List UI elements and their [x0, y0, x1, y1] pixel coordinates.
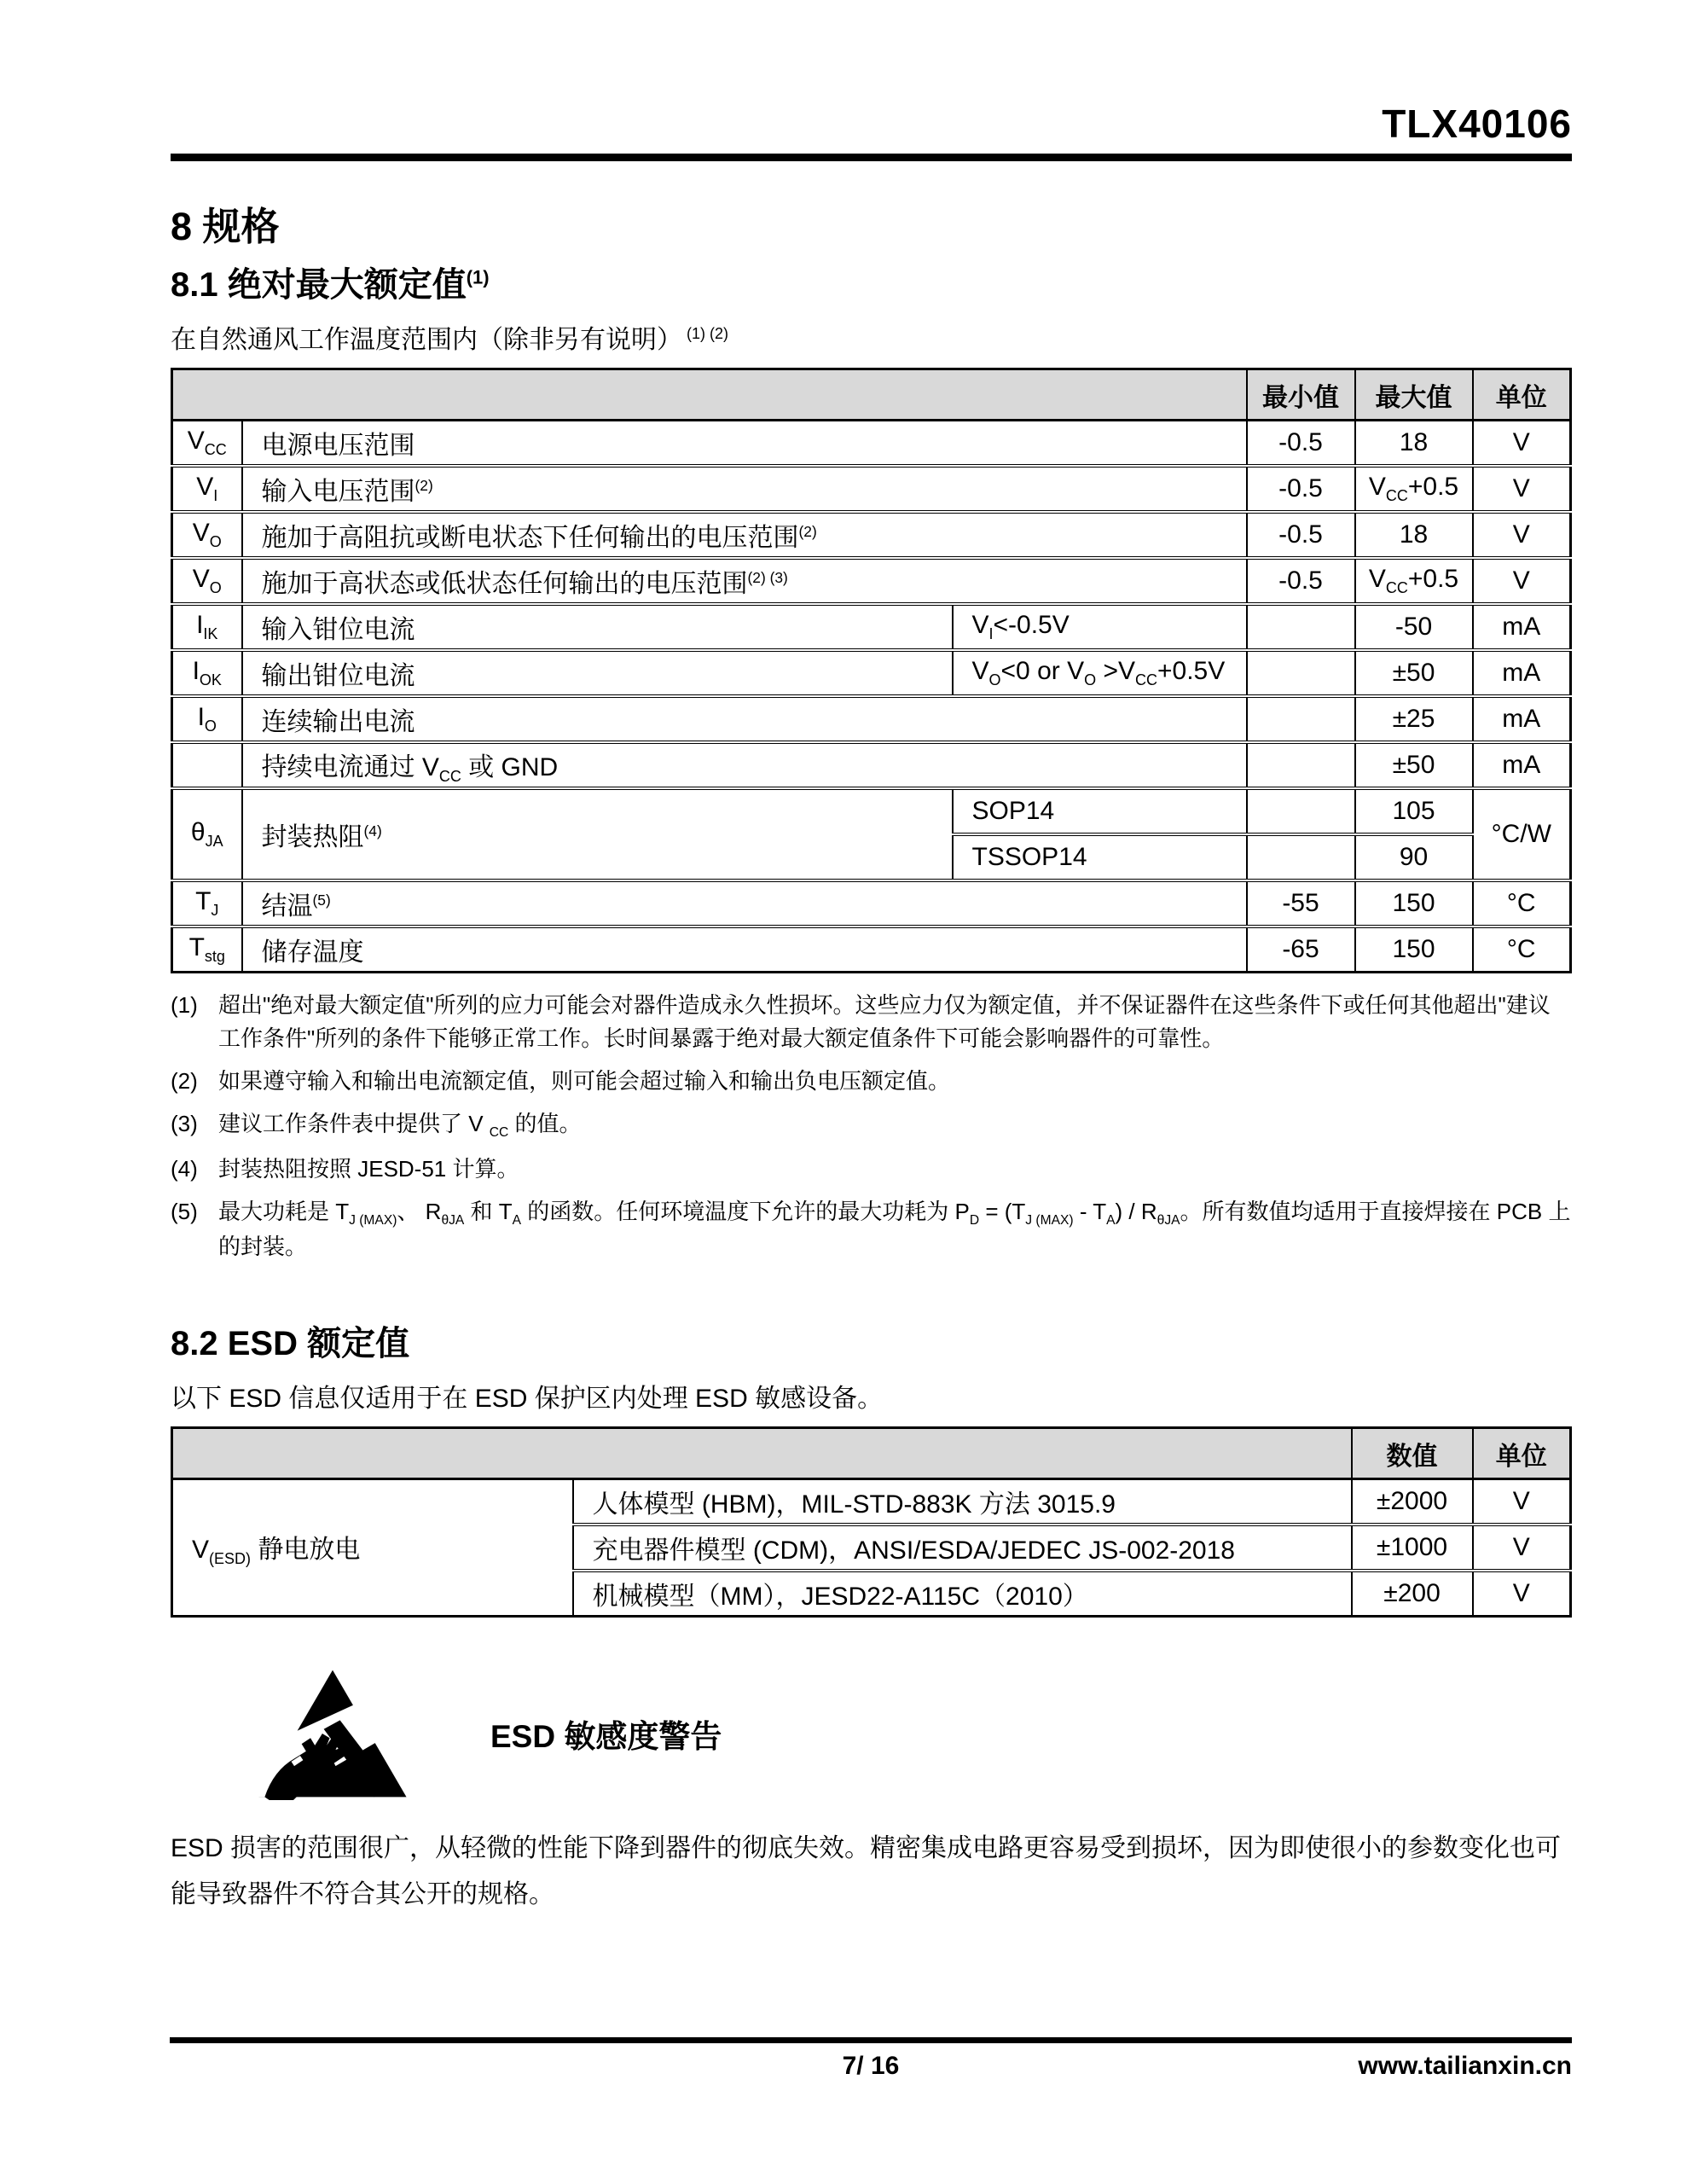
text-segment: 最大值	[1375, 383, 1452, 412]
footnote-number: (2)	[171, 1068, 198, 1094]
text-segment: V	[1512, 566, 1530, 595]
text-segment: T	[188, 933, 205, 961]
text-segment: <0 or V	[1000, 657, 1085, 685]
text-segment: 数值	[1386, 1442, 1438, 1471]
table-cell	[172, 788, 242, 880]
header-empty-cell	[172, 369, 1247, 421]
text-segment: -0.5	[1278, 566, 1323, 595]
table-cell	[1473, 1479, 1571, 1525]
header-unit-cell	[1473, 1428, 1571, 1479]
table-cell	[1473, 1525, 1571, 1571]
table-cell	[1247, 880, 1355, 926]
table-cell	[1473, 604, 1571, 650]
text-segment: T	[195, 887, 212, 915]
text-segment: V	[1512, 1533, 1530, 1562]
table-row	[172, 558, 1571, 604]
text-segment: °C/W	[1491, 820, 1551, 848]
footnote-item	[171, 1107, 1572, 1143]
footnote-text	[218, 1195, 1572, 1264]
text-segment: ±50	[1392, 659, 1435, 687]
table-row	[172, 880, 1571, 926]
table-row	[172, 926, 1571, 973]
text-segment: 18	[1399, 428, 1429, 456]
section-8-1-heading	[171, 258, 1572, 306]
table-cell	[1355, 512, 1473, 558]
text-segment: 静电放电	[251, 1535, 361, 1564]
table-row	[172, 650, 1571, 696]
table-cell	[1473, 421, 1571, 467]
table-cell	[242, 696, 1247, 742]
esd-sensitivity-icon	[256, 1667, 409, 1800]
table-cell	[1247, 558, 1355, 604]
footnote-text	[218, 1153, 1572, 1186]
text-segment: 建议工作条件表中提供了 V	[218, 1111, 490, 1136]
section-8-1-footnote-ref: (1)	[466, 266, 490, 288]
table-row	[172, 742, 1571, 788]
subscript-segment: stg	[204, 948, 225, 965]
footer-rule	[170, 2037, 1572, 2043]
footnote-item	[171, 1065, 1572, 1098]
text-segment: 封装热阻按照 JESD-51 计算。	[218, 1155, 519, 1182]
text-segment: ) / R	[1115, 1198, 1157, 1224]
text-segment: 如果遵守输入和输出电流额定值，则可能会超过输入和输出负电压额定值。	[218, 1068, 951, 1094]
page-footer	[170, 2037, 1572, 2086]
table-cell	[1473, 696, 1571, 742]
footnote-item	[171, 989, 1572, 1055]
table-row	[172, 512, 1571, 558]
text-segment: = (T	[979, 1198, 1026, 1224]
vesd-cell	[172, 1479, 573, 1617]
abs-max-intro-text: 在自然通风工作温度范围内（除非另有说明）	[171, 326, 682, 354]
page-title: TLX40106	[1382, 102, 1572, 146]
text-segment: V	[1512, 474, 1530, 502]
table-cell	[1247, 421, 1355, 467]
website-link[interactable]: www.tailianxin.cn	[1358, 2052, 1572, 2080]
text-segment: 机械模型（MM），JESD22-A115C（2010）	[592, 1583, 1088, 1612]
text-segment: -65	[1282, 935, 1319, 963]
text-segment: -0.5	[1278, 520, 1323, 549]
table-cell	[1355, 421, 1473, 467]
subscript-segment: O	[1084, 671, 1097, 688]
footnote-text	[218, 1107, 1572, 1143]
table-cell	[1473, 650, 1571, 696]
subscript-segment: θJA	[1157, 1212, 1180, 1228]
text-segment: 输入钳位电流	[261, 616, 415, 644]
table-cell	[242, 466, 1247, 512]
text-segment: V	[1368, 473, 1386, 501]
table-cell	[1247, 650, 1355, 696]
table-cell	[1355, 834, 1473, 880]
table-cell	[242, 742, 1247, 788]
subscript-segment: CC	[489, 1125, 509, 1141]
subscript-segment: I	[988, 625, 994, 642]
table-cell	[242, 558, 1247, 604]
header-min-cell	[1247, 369, 1355, 421]
text-segment: +0.5	[1407, 473, 1459, 501]
subscript-segment: D	[969, 1212, 980, 1228]
text-segment: °C	[1506, 889, 1536, 917]
subscript-segment: IK	[203, 625, 218, 642]
text-segment: 的函数。任何环境温度下允许的最大功耗为 P	[521, 1198, 970, 1224]
text-segment: 输出钳位电流	[261, 662, 415, 690]
footnote-text	[218, 1065, 1572, 1098]
esd-damage-paragraph: ESD 损害的范围很广，从轻微的性能下降到器件的彻底失效。精密集成电路更容易受到损坏，因为即使很小的参数变化也可能导致器件不符合其公开的规格。	[171, 1834, 1562, 1909]
table-cell	[172, 880, 242, 926]
section-8-1-title-text: 8.1 绝对最大额定值	[171, 266, 467, 304]
text-segment: 105	[1392, 797, 1435, 825]
abs-max-intro	[171, 318, 1572, 356]
table-cell	[1473, 466, 1571, 512]
table-cell	[1355, 604, 1473, 650]
text-segment: 电源电压范围	[261, 432, 415, 460]
table-cell	[953, 650, 1247, 696]
table-cell	[1473, 788, 1571, 880]
text-segment: 施加于高阻抗或断电状态下任何输出的电压范围	[261, 524, 799, 552]
table-cell	[1473, 926, 1571, 973]
table-cell	[1355, 650, 1473, 696]
text-segment: >V	[1096, 657, 1135, 685]
text-segment: I	[197, 703, 205, 731]
table-cell	[1247, 512, 1355, 558]
text-segment: 施加于高状态或低状态任何输出的电压范围	[261, 570, 748, 598]
supscript-segment: (2) (3)	[747, 569, 788, 586]
text-segment: 储存温度	[261, 938, 364, 967]
table-cell	[953, 834, 1247, 880]
text-segment: I	[192, 657, 200, 685]
text-segment: V	[192, 565, 210, 593]
subscript-segment: I	[213, 487, 218, 504]
text-segment: +0.5	[1407, 565, 1459, 593]
text-segment: ±25	[1392, 705, 1435, 733]
subscript-segment: JA	[205, 833, 223, 850]
text-segment: V	[192, 1535, 210, 1564]
table-cell	[172, 558, 242, 604]
footnote-number: (5)	[171, 1198, 198, 1224]
header-max-cell	[1355, 369, 1473, 421]
supscript-segment: (2)	[798, 523, 817, 540]
table-cell	[242, 880, 1247, 926]
text-segment: mA	[1502, 751, 1541, 779]
table-cell	[172, 742, 242, 788]
table-cell	[953, 788, 1247, 834]
table-row	[172, 604, 1571, 650]
text-segment: 或 GND	[461, 752, 559, 781]
table-cell	[1355, 788, 1473, 834]
supscript-segment: (4)	[363, 822, 382, 839]
subscript-segment: J (MAX)	[349, 1212, 397, 1228]
text-segment: V	[1512, 1487, 1530, 1516]
footnote-list	[171, 989, 1572, 1263]
subscript-segment: A	[512, 1212, 522, 1228]
subscript-segment: O	[988, 671, 1001, 688]
text-segment: 单位	[1495, 1442, 1547, 1471]
text-segment: ±50	[1392, 751, 1435, 779]
table-cell	[172, 466, 242, 512]
text-segment: -0.5	[1278, 428, 1323, 456]
text-segment: 最大功耗是 T	[218, 1198, 350, 1224]
text-segment: 最小值	[1262, 383, 1339, 412]
table-cell	[242, 650, 953, 696]
table-cell	[1247, 696, 1355, 742]
table-cell	[1352, 1571, 1473, 1617]
footnote-number: (3)	[171, 1111, 198, 1136]
table-cell	[573, 1571, 1352, 1617]
text-segment: V	[1512, 1579, 1530, 1608]
table-cell	[1247, 788, 1355, 834]
subscript-segment: J	[211, 902, 219, 919]
subscript-segment: OK	[199, 671, 222, 688]
text-segment: 超出"绝对最大额定值"所列的应力可能会对器件造成永久性损坏。这些应力仅为额定值，并不保证器件在这些条件下或任何其他超出"建议工作条件"所列的条件下能够正常工作。长时间暴露于绝对最大额定值条件下可能会影响器件的可靠性。	[218, 992, 1551, 1051]
table-cell	[1352, 1479, 1473, 1525]
text-segment: -0.5	[1278, 474, 1323, 502]
subscript-segment: O	[209, 579, 222, 596]
subscript-segment: O	[204, 717, 217, 735]
subscript-segment: CC	[1385, 579, 1408, 596]
table-cell	[1247, 604, 1355, 650]
table-cell	[1473, 558, 1571, 604]
header-rule	[171, 154, 1572, 161]
table-cell	[172, 650, 242, 696]
subscript-segment: CC	[438, 767, 461, 785]
footnote-text	[218, 989, 1572, 1055]
subscript-segment: O	[209, 533, 222, 550]
text-segment: 人体模型 (HBM)，MIL-STD-883K 方法 3015.9	[592, 1490, 1116, 1519]
supscript-segment: (2)	[415, 477, 433, 494]
footnote-item	[171, 1153, 1572, 1186]
text-segment: 。所有数值均适用于直接焊接在 PCB 上的封装。	[218, 1198, 1571, 1260]
table-cell	[1355, 696, 1473, 742]
text-segment: 90	[1399, 843, 1429, 871]
table-cell	[1247, 926, 1355, 973]
text-segment: mA	[1502, 659, 1541, 687]
table-cell	[242, 421, 1247, 467]
esd-intro: 以下 ESD 信息仅适用于在 ESD 保护区内处理 ESD 敏感设备。	[171, 1385, 884, 1414]
table-cell	[1473, 512, 1571, 558]
text-segment: 150	[1392, 935, 1435, 963]
subscript-segment: A	[1106, 1212, 1116, 1228]
text-segment: ±200	[1383, 1579, 1441, 1608]
text-segment: mA	[1502, 613, 1541, 641]
table-cell	[953, 604, 1247, 650]
table-cell	[1473, 880, 1571, 926]
text-segment: V	[971, 657, 989, 685]
text-segment: 连续输出电流	[261, 708, 415, 736]
footnote-item	[171, 1195, 1572, 1264]
text-segment: 封装热阻	[261, 823, 364, 851]
text-segment: - T	[1073, 1198, 1107, 1224]
table-header-row	[172, 369, 1571, 421]
abs-max-ratings-table	[171, 368, 1572, 973]
header-value-cell	[1352, 1428, 1473, 1479]
header-empty-cell	[172, 1428, 1352, 1479]
text-segment: 充电器件模型 (CDM)，ANSI/ESDA/JEDEC JS-002-2018	[592, 1536, 1235, 1565]
esd-ratings-table	[171, 1426, 1572, 1618]
section-8-2-heading: 8.2 ESD 额定值	[171, 1325, 410, 1363]
subscript-segment: (ESD)	[209, 1549, 252, 1567]
text-segment: 结温	[261, 892, 313, 921]
text-segment: <-0.5V	[993, 611, 1070, 639]
esd-warning-block	[171, 1667, 1572, 1800]
table-cell	[172, 512, 242, 558]
table-cell	[1355, 880, 1473, 926]
subscript-segment: CC	[1134, 671, 1157, 688]
section-8-heading: 8 规格	[171, 205, 280, 248]
table-header-row	[172, 1428, 1571, 1479]
table-cell	[573, 1525, 1352, 1571]
page-number: 7/ 16	[842, 2052, 900, 2080]
text-segment: mA	[1502, 705, 1541, 733]
table-cell	[242, 512, 1247, 558]
text-segment: V	[187, 427, 205, 455]
table-row	[172, 696, 1571, 742]
footnote-number: (4)	[171, 1155, 198, 1182]
table-cell	[172, 604, 242, 650]
subscript-segment: J (MAX)	[1025, 1212, 1074, 1228]
table-cell	[1355, 466, 1473, 512]
text-segment: V	[192, 519, 210, 547]
text-segment: I	[196, 611, 204, 639]
table-cell	[172, 421, 242, 467]
text-segment: +0.5V	[1157, 657, 1226, 685]
table-row	[172, 1479, 1571, 1525]
table-cell	[1473, 742, 1571, 788]
text-segment: V	[196, 473, 214, 501]
footer-row	[170, 2052, 1572, 2086]
subscript-segment: CC	[1385, 487, 1408, 504]
table-cell	[1352, 1525, 1473, 1571]
text-segment: θ	[190, 818, 206, 846]
text-segment: 输入电压范围	[261, 478, 415, 506]
text-segment: 的值。	[508, 1111, 582, 1136]
supscript-segment: (5)	[312, 892, 331, 909]
text-segment: 持续电流通过 V	[261, 752, 439, 781]
text-segment: ±1000	[1376, 1533, 1448, 1562]
table-row	[172, 421, 1571, 467]
table-cell	[172, 696, 242, 742]
text-segment: V	[971, 611, 989, 639]
table-cell	[172, 926, 242, 973]
header-unit-cell	[1473, 369, 1571, 421]
text-segment: V	[1368, 565, 1386, 593]
abs-max-intro-footnote-refs: (1) (2)	[682, 325, 728, 342]
table-row	[172, 788, 1571, 834]
table-cell	[1355, 558, 1473, 604]
subscript-segment: θJA	[441, 1212, 465, 1228]
text-segment: 18	[1399, 520, 1429, 549]
table-cell	[242, 788, 953, 880]
text-segment: -55	[1282, 889, 1319, 917]
table-cell	[1247, 466, 1355, 512]
table-cell	[1247, 834, 1355, 880]
text-segment: 、 R	[397, 1198, 442, 1224]
text-segment: 150	[1392, 889, 1435, 917]
subscript-segment: CC	[204, 441, 227, 458]
text-segment: -50	[1394, 613, 1433, 641]
table-cell	[1473, 1571, 1571, 1617]
text-segment: V	[1512, 520, 1530, 549]
table-cell	[242, 604, 953, 650]
text-segment: 单位	[1495, 383, 1547, 412]
esd-warning-label: ESD 敏感度警告	[490, 1719, 722, 1755]
text-segment: SOP14	[971, 797, 1055, 825]
table-cell	[1355, 926, 1473, 973]
table-cell	[573, 1479, 1352, 1525]
table-cell	[1247, 742, 1355, 788]
text-segment: 和 T	[464, 1198, 513, 1224]
text-segment: V	[1512, 428, 1530, 456]
footnote-number: (1)	[171, 992, 198, 1018]
table-row	[172, 466, 1571, 512]
table-cell	[1355, 742, 1473, 788]
text-segment: ±2000	[1376, 1487, 1448, 1516]
table-cell	[242, 926, 1247, 973]
text-segment: TSSOP14	[971, 843, 1087, 871]
text-segment: °C	[1506, 935, 1536, 963]
